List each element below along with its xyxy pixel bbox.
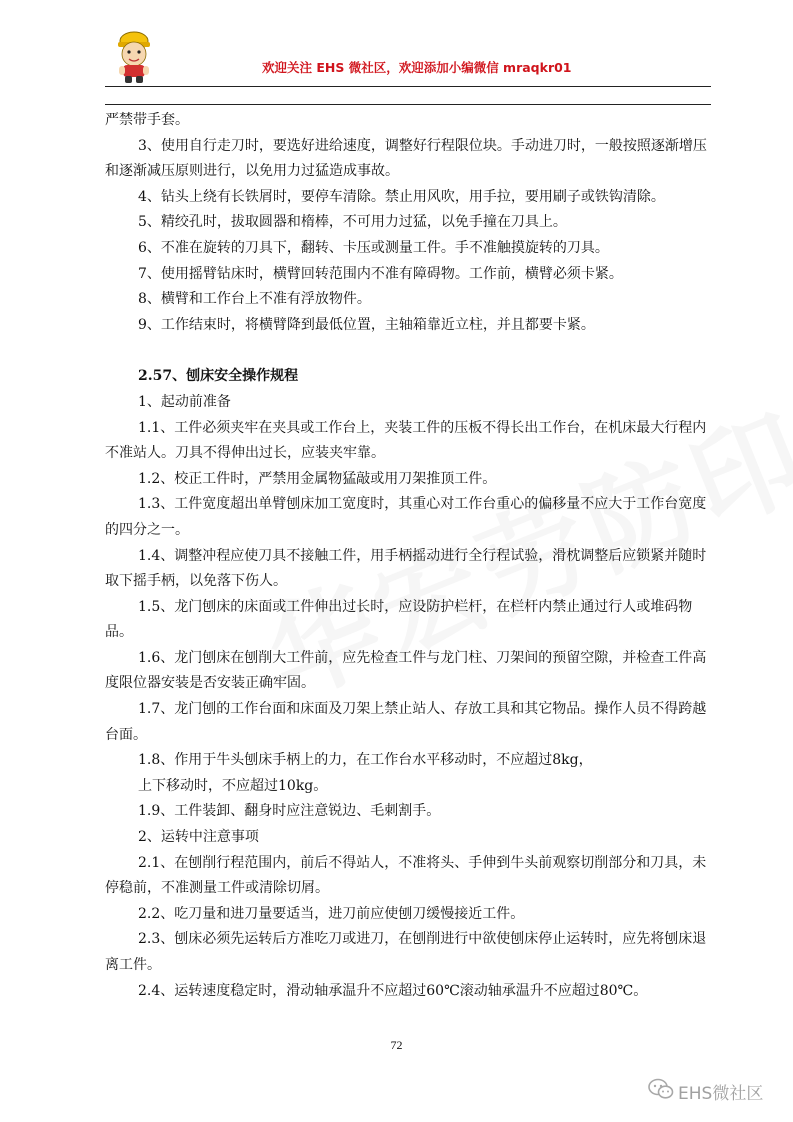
list-item-continuation: 上下移动时，不应超过10kg。 — [138, 777, 328, 794]
list-item: 9、工作结束时，将横臂降到最低位置，主轴箱靠近立柱，并且都要卡紧。 — [138, 316, 595, 333]
worker-mascot-icon — [112, 28, 156, 84]
document-body — [105, 108, 711, 1004]
list-item: 3、使用自行走刀时，要选好进给速度，调整好行程限位块。手动进刀时，一般按照逐渐增压和逐渐减压原则进行，以免用力过猛造成事故。 — [105, 137, 707, 180]
continuation-text: 严禁带手套。 — [105, 112, 189, 128]
list-item: 1.7、龙门刨的工作台面和床面及刀架上禁止站人、存放工具和其它物品。操作人员不得跨越台面。 — [105, 701, 707, 743]
subsection-title: 2、运转中注意事项 — [138, 829, 259, 846]
footer-brand — [648, 1078, 763, 1105]
list-item: 6、不准在旋转的刀具下，翻转、卡压或测量工件。手不准触摸旋转的刀具。 — [138, 239, 609, 256]
list-item: 2.4、运转速度稳定时，滑动轴承温升不应超过60℃滚动轴承温升不应超过80℃。 — [138, 982, 648, 999]
list-item: 1.6、龙门刨床在刨削大工件前，应先检查工件与龙门柱、刀架间的预留空隙，并检查工件高度限位器安装是否安装正确牢固。 — [105, 649, 707, 692]
list-item: 5、精绞孔时，拔取圆器和楕棒，不可用力过猛，以免手撞在刀具上。 — [138, 214, 567, 231]
list-item: 4、钻头上绕有长铁屑时，要停车清除。禁止用风吹，用手拉，要用刷子或铁钩清除。 — [138, 188, 665, 205]
list-item: 7、使用摇臂钻床时，横臂回转范围内不准有障碍物。工作前，横臂必须卡紧。 — [138, 265, 623, 282]
subsection-title: 1、起动前准备 — [138, 393, 231, 410]
list-item: 1.9、工件装卸、翻身时应注意锐边、毛刺割手。 — [138, 803, 441, 820]
brand-label: EHS微社区 — [678, 1084, 764, 1104]
list-item: 2.2、吃刀量和进刀量要适当，进刀前应使刨刀缓慢接近工件。 — [138, 905, 525, 922]
list-item: 1.3、工件宽度超出单臂刨床加工宽度时，其重心对工作台重心的偏移量不应大于工作台宽度的四分之一。 — [105, 496, 707, 538]
wechat-icon — [648, 1078, 674, 1105]
list-item: 1.2、校正工件时，严禁用金属物猛敲或用刀架推顶工件。 — [138, 470, 497, 487]
header-banner-text: 欢迎关注 EHS 微社区，欢迎添加小编微信 mraqkr01 — [262, 60, 572, 75]
page-number: 72 — [390, 1038, 403, 1052]
list-item: 1.4、调整冲程应使刀具不接触工件，用手柄摇动进行全行程试验，滑枕调整后应锁紧并随时取下摇手柄，以免落下伤人。 — [105, 547, 707, 590]
list-item: 2.1、在刨削行程范围内，前后不得站人，不准将头、手伸到牛头前观察切削部分和刀具，未停稳前，不准测量工件或清除切屑。 — [105, 854, 707, 897]
list-item: 2.3、刨床必须先运转后方准吃刀或进刀，在刨削进行中欲使刨床停止运转时，应先将刨床退离工件。 — [105, 931, 707, 973]
header-divider-top — [105, 86, 711, 87]
list-item: 1.8、作用于牛头刨床手柄上的力，在工作台水平移动时，不应超过8kg， — [138, 752, 593, 769]
header-divider-bottom — [105, 104, 711, 105]
list-item: 1.5、龙门刨床的床面或工件伸出过长时，应设防护栏杆，在栏杆内禁止通过行人或堆码物品。 — [105, 598, 693, 641]
section-heading: 2.57、刨床安全操作规程 — [138, 368, 299, 385]
list-item: 1.1、工件必须夹牢在夹具或工作台上，夹装工件的压板不得长出工作台，在机床最大行程内不准站人。刀具不得伸出过长，应装夹牢靠。 — [105, 419, 707, 462]
list-item: 8、横臂和工作台上不准有浮放物件。 — [138, 291, 371, 308]
